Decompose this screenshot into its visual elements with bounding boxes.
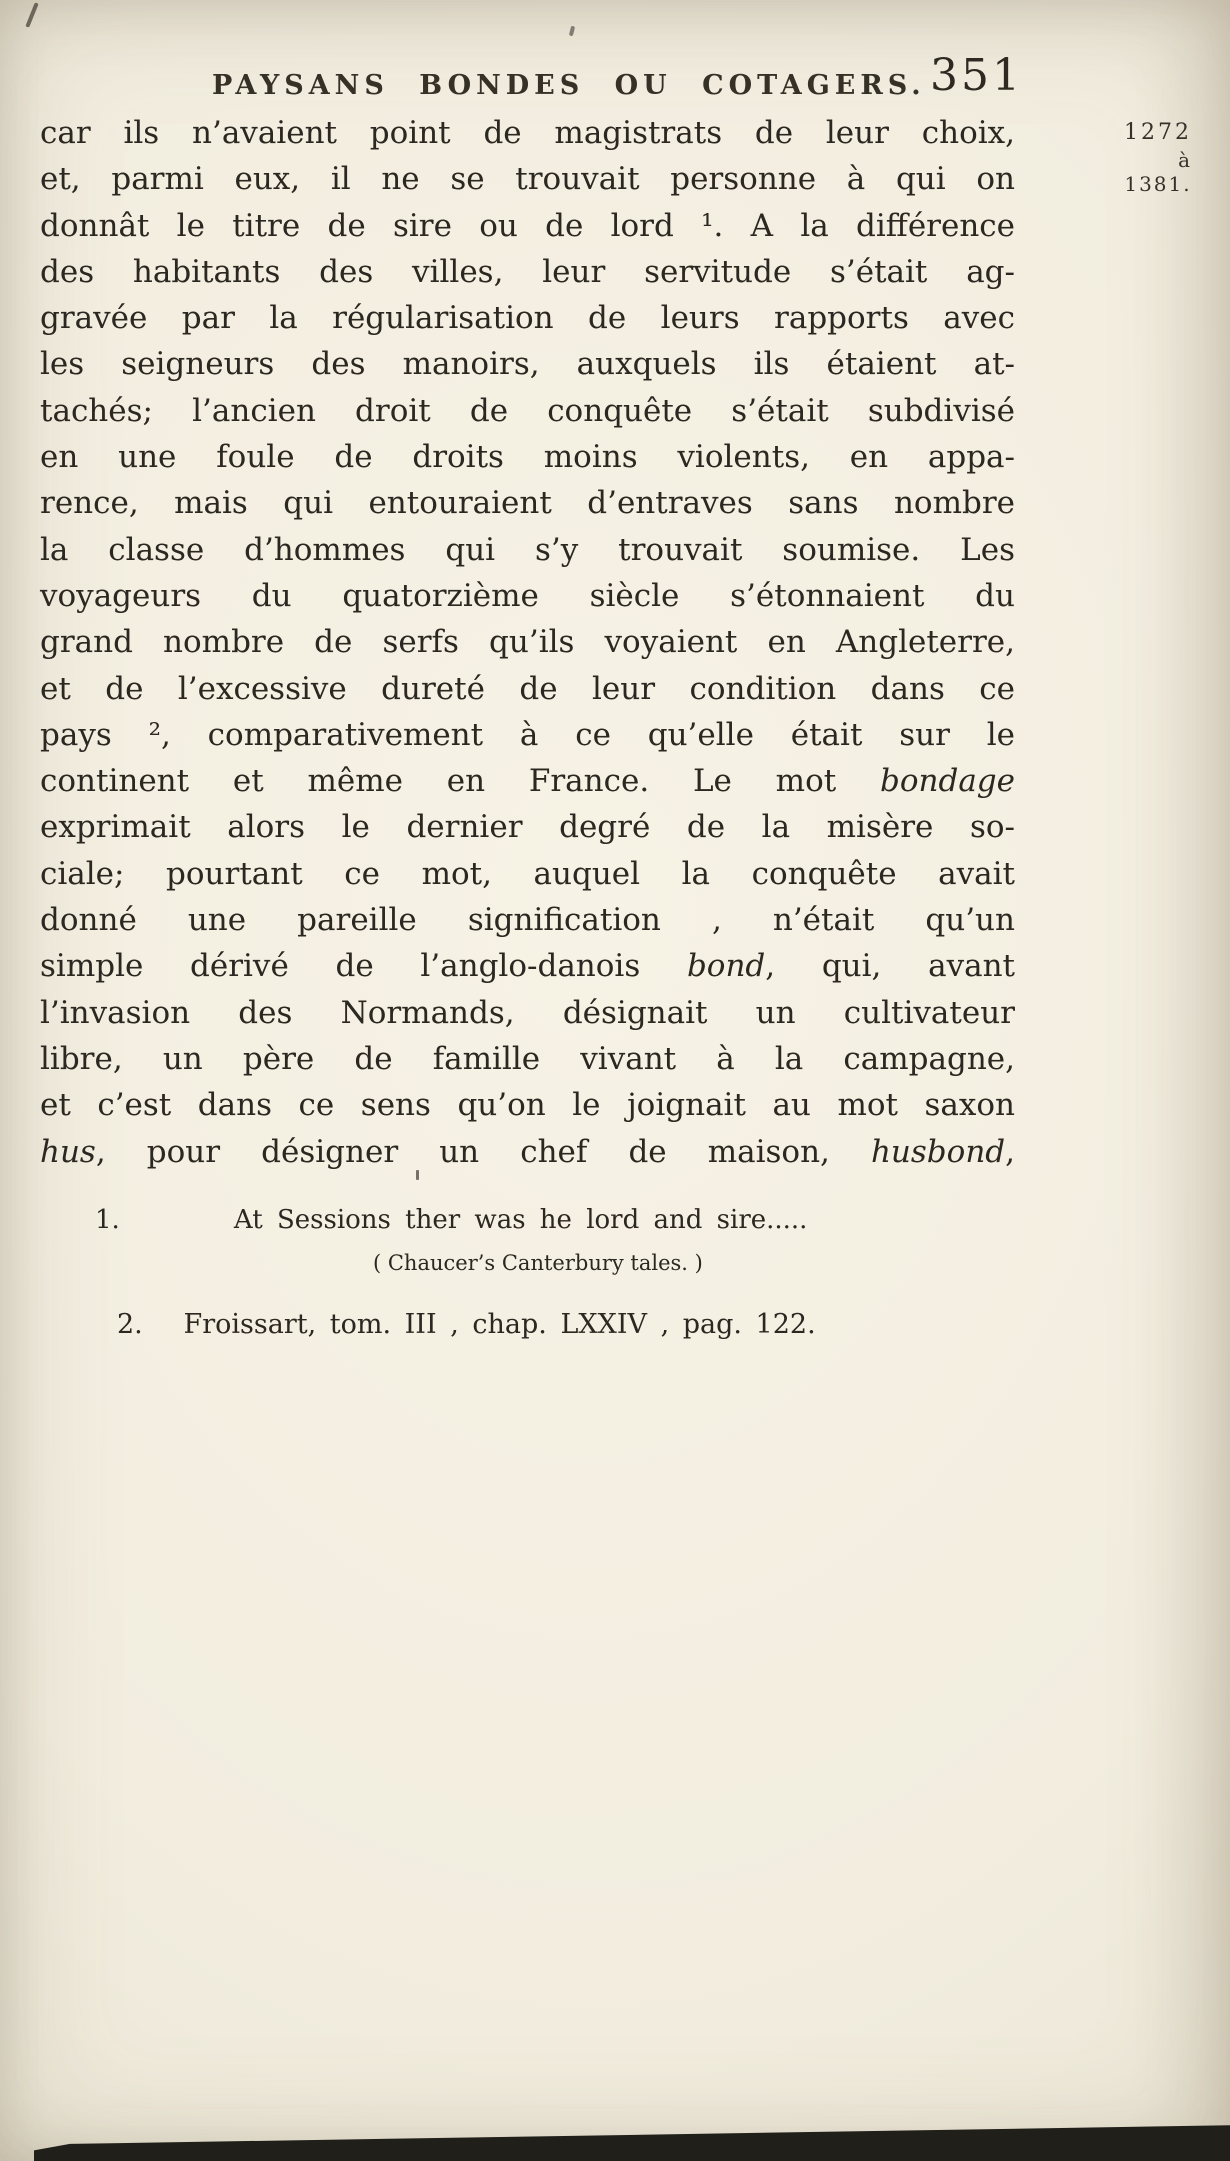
body-line — [40, 156, 1015, 202]
text-segment: car ils n’avaient point de magistrats de leur choix, — [40, 115, 1015, 151]
footnote-1-source: ( Chaucer’s Canterbury tales. ) — [373, 1251, 703, 1275]
text-segment: libre, un père de famille vivant à la campagne, — [40, 1040, 1015, 1077]
body-line — [40, 295, 1015, 341]
margin-connector: à — [1178, 148, 1190, 172]
text-segment: en une foule de droits moins violents, en appa- — [40, 439, 1015, 476]
text-segment: l’invasion des Normands, désignait un cultivateur — [40, 994, 1015, 1031]
body-line — [40, 990, 1015, 1036]
scan-edge-bottom — [34, 2123, 1230, 2161]
body-line — [40, 1082, 1015, 1128]
text-segment: husbond — [870, 1133, 1006, 1170]
footnote-2: 2. Froissart, tom. III , chap. LXXIV , pag. 122. — [117, 1309, 816, 1340]
body-line — [40, 851, 1015, 897]
footnotes — [95, 1205, 1055, 1340]
body-line — [40, 943, 1015, 989]
body-line — [40, 249, 1015, 295]
body-line — [40, 666, 1015, 712]
body-line — [40, 341, 1015, 387]
text-segment: bond — [686, 948, 766, 985]
text-segment: simple dérivé de l’anglo-danois — [40, 948, 687, 985]
text-segment: grand nombre de serfs qu’ils voyaient en Angleterre, — [40, 624, 1015, 661]
body-line — [40, 1129, 1015, 1175]
running-header: PAYSANS BONDES OU COTAGERS. — [212, 70, 926, 101]
body-line — [40, 388, 1015, 434]
footnote-1: 1. At Sessions ther was he lord and sire..... — [95, 1205, 808, 1235]
margin-year-start: 1272 — [1124, 120, 1192, 145]
body-line — [40, 527, 1015, 573]
text-segment: bondage — [880, 763, 1015, 800]
body-line — [40, 897, 1015, 943]
text-segment: la classe d’hommes qui s’y trouvait soumise. Les — [40, 531, 1015, 568]
margin-year-end: 1381. — [1124, 172, 1192, 196]
text-segment: les seigneurs des manoirs, auxquels ils étaient at- — [40, 346, 1015, 383]
body-line — [40, 1036, 1015, 1082]
body-line — [40, 480, 1015, 526]
text-segment: ciale; pourtant ce mot, auquel la conquête avait — [40, 855, 1015, 892]
text-segment: voyageurs du quatorzième siècle s’étonnaient du — [40, 577, 1015, 614]
body-line — [40, 619, 1015, 665]
ink-speck-icon — [569, 26, 575, 37]
text-segment: continent et même en France. Le mot — [40, 763, 880, 800]
text-segment: , — [1005, 1133, 1015, 1170]
text-segment: pays ², comparativement à ce qu’elle était sur le — [40, 716, 1015, 753]
body-line — [40, 434, 1015, 480]
text-segment: donné une pareille signification , n’était qu’un — [40, 902, 1015, 939]
body-line — [40, 573, 1015, 619]
text-segment: tachés; l’ancien droit de conquête s’était subdivisé — [40, 392, 1015, 429]
text-segment: et, parmi eux, il ne se trouvait personne à qui on — [40, 161, 1015, 198]
body-text — [40, 110, 1015, 1175]
pen-mark-icon — [25, 2, 38, 28]
text-segment: donnât le titre de sire ou de lord ¹. A la différence — [40, 207, 1015, 244]
text-segment: , qui, avant — [765, 948, 1015, 985]
text-segment: et de l’excessive dureté de leur condition dans ce — [40, 670, 1015, 707]
body-line — [40, 110, 1015, 156]
body-line — [40, 804, 1015, 850]
text-segment: des habitants des villes, leur servitude s’était ag- — [40, 253, 1015, 290]
text-segment: et c’est dans ce sens qu’on le joignait au mot saxon — [40, 1087, 1015, 1124]
text-segment: rence, mais qui entouraient d’entraves sans nombre — [40, 485, 1015, 522]
page-number: 351 — [930, 50, 1023, 101]
body-line — [40, 203, 1015, 249]
margin-date-note — [1112, 118, 1204, 196]
text-segment: gravée par la régularisation de leurs rapports avec — [40, 300, 1015, 337]
text-segment: , pour désigner un chef de maison, — [95, 1133, 871, 1170]
body-line — [40, 758, 1015, 804]
text-segment: exprimait alors le dernier degré de la misère so- — [40, 809, 1015, 846]
text-segment: hus — [40, 1133, 96, 1170]
body-line — [40, 712, 1015, 758]
